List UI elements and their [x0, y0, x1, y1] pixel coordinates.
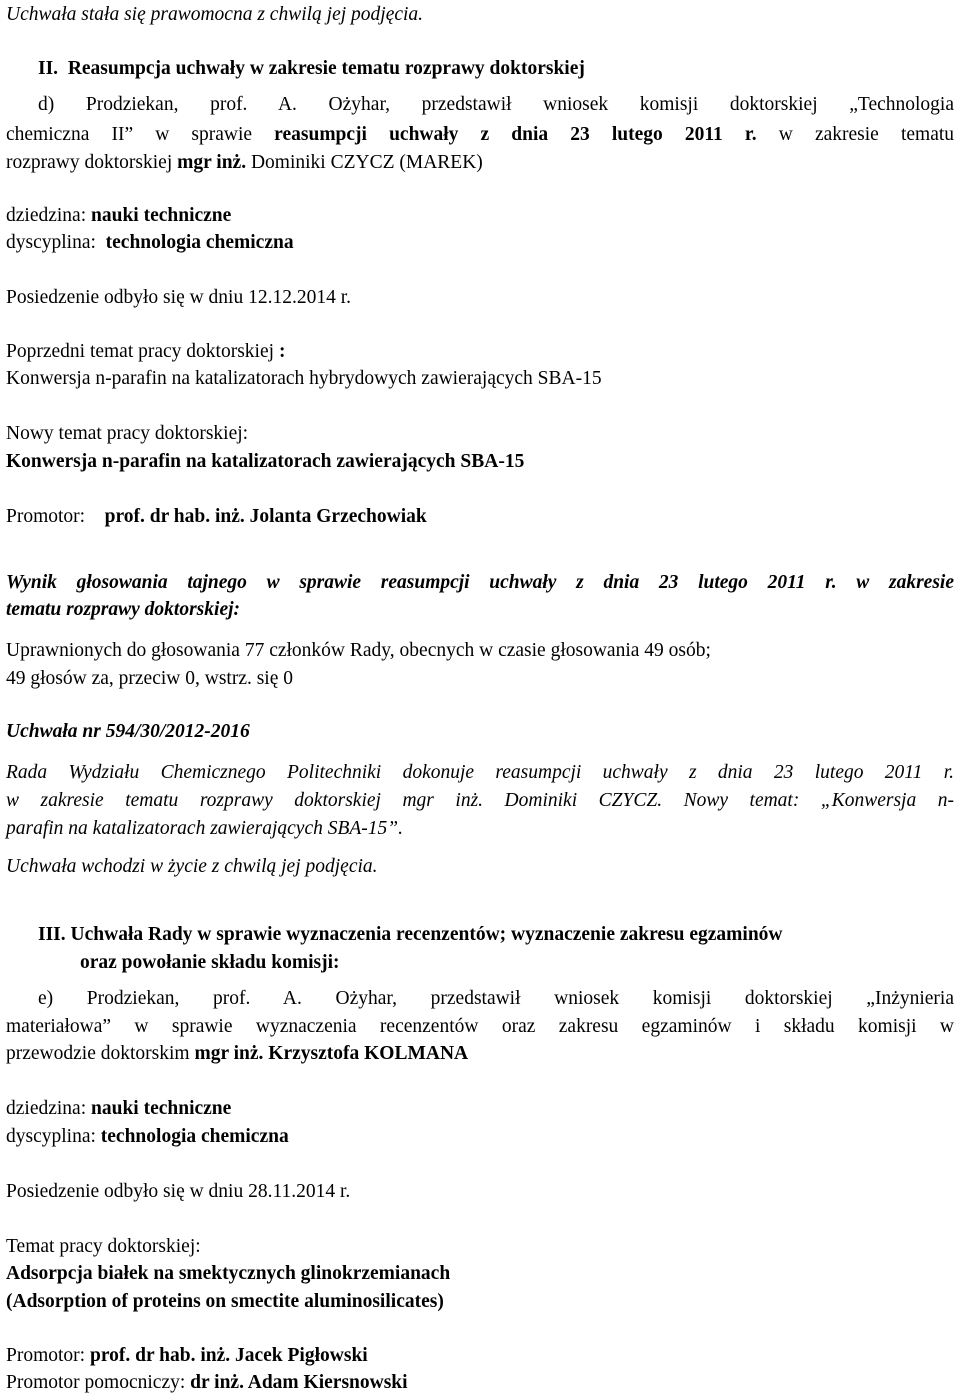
promotor: Promotor: prof. dr hab. inż. Jolanta Grzechowiak: [6, 506, 427, 527]
new-topic: Konwersja n-parafin na katalizatorach zawierających SBA-15: [6, 451, 525, 472]
motion-d-line1: d) Prodziekan, prof. A. Ożyhar, przedstawił wniosek komisji doktorskiej „Technologia: [38, 94, 954, 115]
meeting-date: Posiedzenie odbyło się w dniu 12.12.2014 r.: [6, 287, 352, 308]
resolution-text-line1: Rada Wydziału Chemicznego Politechniki dokonuje reasumpcji uchwały z dnia 23 lutego 2011 r.: [6, 762, 954, 783]
field-dziedzina: dziedzina: nauki techniczne: [6, 1098, 232, 1119]
vote-result-line1: Uprawnionych do głosowania 77 członków Rady, obecnych w czasie głosowania 49 osób;: [6, 640, 711, 661]
vote-heading-line2: tematu rozprawy doktorskiej:: [6, 599, 241, 620]
topic-english: (Adsorption of proteins on smectite aluminosilicates): [6, 1291, 444, 1312]
topic-polish: Adsorpcja białek na smektycznych glinokrzemianach: [6, 1263, 451, 1284]
section-title: Reasumpcja uchwały w zakresie tematu rozprawy doktorskiej: [67, 58, 585, 79]
motion-e-line3: przewodzie doktorskim mgr inż. Krzysztofa KOLMANA: [6, 1043, 469, 1064]
motion-d-line3: rozprawy doktorskiej mgr inż. Dominiki CZYCZ (MAREK): [6, 152, 483, 173]
previous-topic-label: Poprzedni temat pracy doktorskiej :: [6, 341, 286, 362]
new-topic-label: Nowy temat pracy doktorskiej:: [6, 423, 249, 444]
resolution-effective: Uchwała wchodzi w życie z chwilą jej podjęcia.: [6, 856, 378, 877]
field-dyscyplina: dyscyplina: technologia chemiczna: [6, 1126, 289, 1147]
previous-topic: Konwersja n-parafin na katalizatorach hybrydowych zawierających SBA-15: [6, 368, 602, 389]
section-heading-iii: [38, 925, 954, 945]
assistant-promotor: Promotor pomocniczy: dr inż. Adam Kiersnowski: [6, 1372, 408, 1393]
motion-d-line2: chemiczna II” w sprawie reasumpcji uchwały z dnia 23 lutego 2011 r. w zakresie tematu: [6, 124, 955, 145]
section-number: III.: [38, 924, 66, 945]
vote-heading-line1: Wynik głosowania tajnego w sprawie reasumpcji uchwały z dnia 23 lutego 2011 r. w zakresie: [6, 572, 954, 593]
section-heading-ii: [38, 59, 954, 79]
prev-resolution-effective: Uchwała stała się prawomocna z chwilą jej podjęcia.: [6, 4, 424, 25]
section-number: II.: [38, 58, 59, 79]
meeting-date: Posiedzenie odbyło się w dniu 28.11.2014 r.: [6, 1181, 351, 1202]
resolution-text-line3: parafin na katalizatorach zawierających SBA-15”.: [6, 818, 404, 839]
field-dyscyplina: dyscyplina: technologia chemiczna: [6, 232, 294, 253]
section-heading-iii-line2: oraz powołanie składu komisji:: [80, 952, 340, 973]
field-dziedzina: dziedzina: nauki techniczne: [6, 205, 232, 226]
promotor: Promotor: prof. dr hab. inż. Jacek Pigłowski: [6, 1345, 368, 1366]
resolution-number: Uchwała nr 594/30/2012-2016: [6, 721, 250, 742]
topic-label: Temat pracy doktorskiej:: [6, 1236, 201, 1257]
section-title: Uchwała Rady w sprawie wyznaczenia recenzentów; wyznaczenie zakresu egzaminów: [70, 924, 783, 945]
motion-e-line1: e) Prodziekan, prof. A. Ożyhar, przedstawił wniosek komisji doktorskiej „Inżynieria: [38, 988, 954, 1009]
motion-e-line2: materiałowa” w sprawie wyznaczenia recenzentów oraz zakresu egzaminów i składu komisji w: [6, 1016, 954, 1037]
resolution-text-line2: w zakresie tematu rozprawy doktorskiej mgr inż. Dominiki CZYCZ. Nowy temat: „Konwersja n-: [6, 790, 954, 811]
vote-result-line2: 49 głosów za, przeciw 0, wstrz. się 0: [6, 668, 294, 689]
